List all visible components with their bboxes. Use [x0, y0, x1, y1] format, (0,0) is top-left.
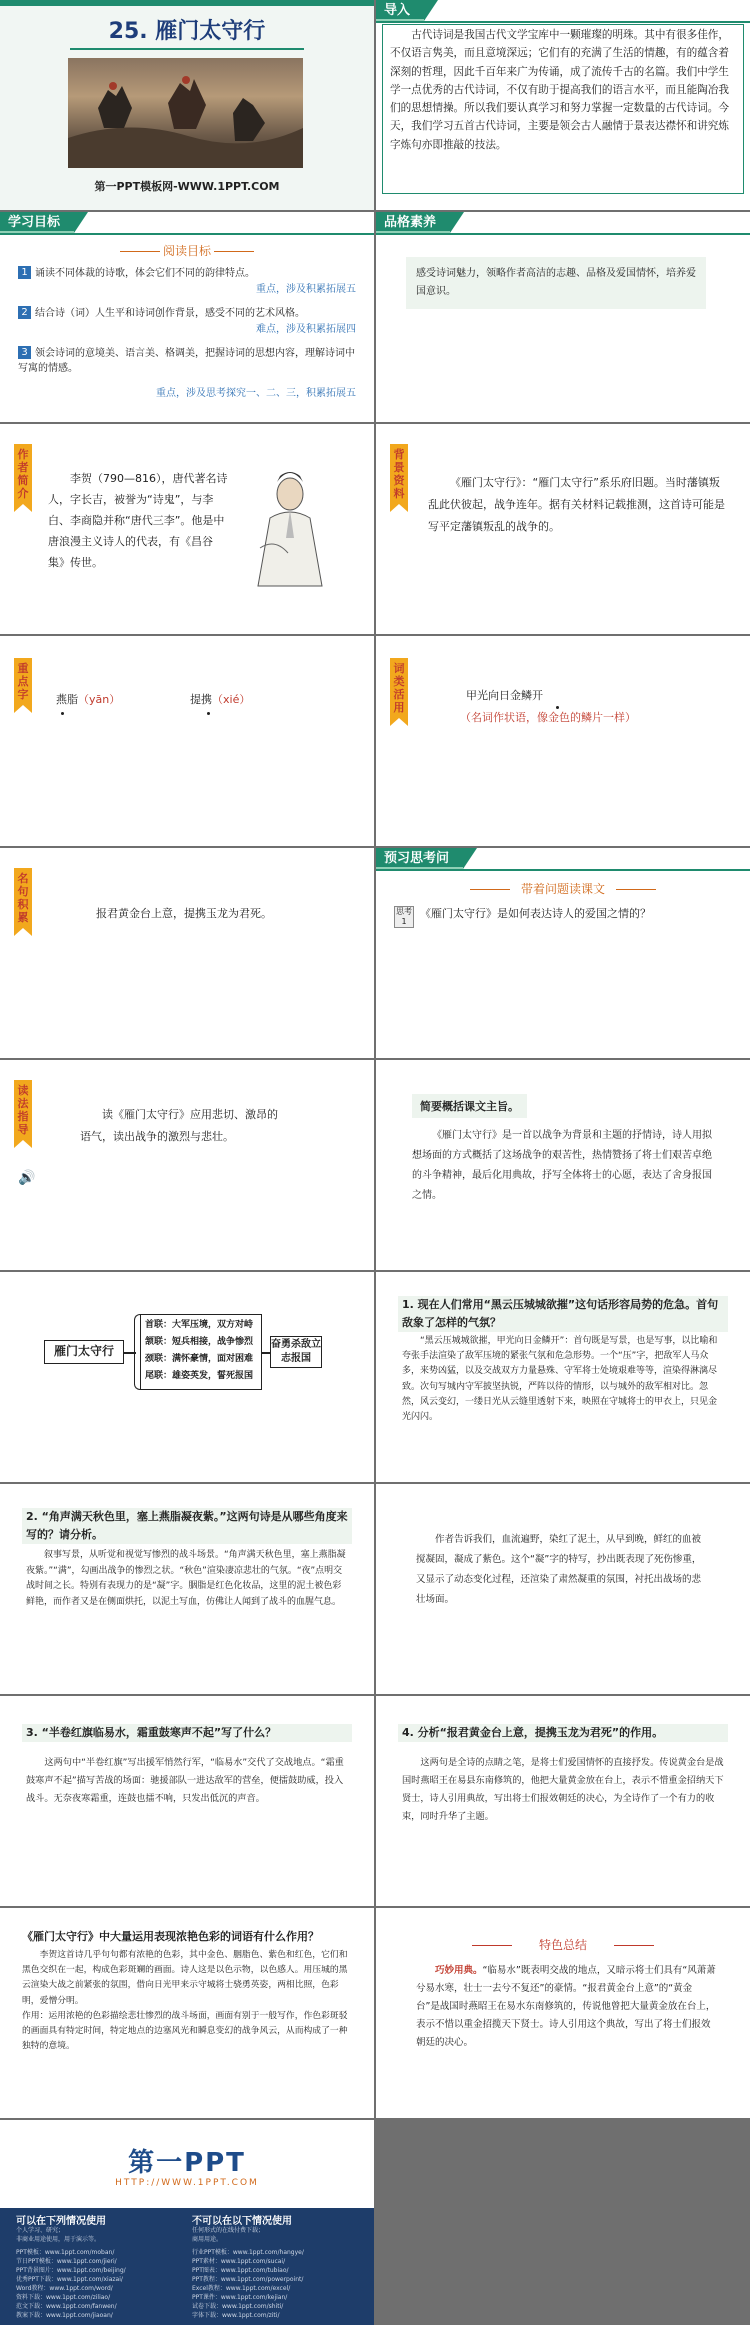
end-cannot-title: 不可以在以下情况使用: [192, 2216, 292, 2227]
slide-q2[interactable]: [0, 1484, 374, 1694]
slide-author[interactable]: [0, 424, 374, 634]
preview-question: 《雁门太守行》是如何表达诗人的爱国之情的？: [420, 907, 651, 920]
slide-reading[interactable]: [0, 1060, 374, 1270]
slide-keychars[interactable]: [0, 636, 374, 846]
keychar-2: 提携（xié）: [190, 693, 251, 706]
character-header: 品格素养: [376, 212, 450, 233]
author-text: 李贺（790—816），唐代著名诗人，字长吉，被誉为“诗鬼”，与李白、李商隐并称“唐代三李”。他是中唐浪漫主义诗人的代表，有《昌谷集》传世。: [48, 472, 228, 569]
preview-subtitle: 带着问题读课文: [520, 882, 605, 896]
mindmap-root: 雁门太守行: [44, 1340, 124, 1364]
slide-wordusage[interactable]: [376, 636, 750, 846]
reading-tag: 读法指导: [14, 1080, 32, 1148]
slide-intro[interactable]: [376, 0, 750, 210]
background-tag: 背景资料: [390, 444, 408, 512]
q4-text: 这两句是全诗的点睛之笔，是将士们爱国情怀的直接抒发。传说黄金台是战国时燕昭王在易县东南修筑的，他把大量黄金放在台上，表示不惜重金招纳天下贤士，诗人引用典故，写出将士们报效朝廷的决心，为全诗作了一个有力的收束，同时升华了主题。: [402, 1757, 724, 1822]
q2-answer-text: 作者告诉我们，血流遍野，染红了泥土，从早到晚，鲜红的血被搅凝固，凝成了紫色。这个“凝”字的特写，抄出既表现了死伤惨重，又显示了动态变化过程，还渲染了肃然凝重的氛围，衬托出战场的悲壮场面。: [416, 1534, 702, 1605]
goal-item-1: 1 诵读不同体裁的诗歌，体会它们不同的韵律特点。: [18, 266, 356, 281]
end-url: HTTP://WWW.1PPT.COM: [115, 2178, 259, 2188]
intro-header: 导入: [376, 0, 424, 21]
q2-text: 叙事写景，从听觉和视觉写惨烈的战斗场景。“角声满天秋色里，塞上燕脂凝夜紫。”“满”，勾画出战争的惨烈之状。“秋色”渲染凄凉悲壮的气氛。“夜”点明交战时间之长。特别有表现力的是“凝”字。胭脂是红色化妆品，这里的泥土被色彩鲜艳，而作者又是在侧面烘托，以泥土写血，仿佛让人闻到了战斗的血腥气息。: [26, 1550, 346, 1607]
character-text: 感受诗词魅力，领略作者高洁的志趣、品格及爱国情怀，培养爱国意识。: [406, 257, 706, 309]
features-text: 巧妙用典。“临易水”既表明交战的地点，又暗示将士们具有“风萧萧兮易水寒，壮士一去兮不复还”的豪情。“报君黄金台上意”的“黄金台”是战国时燕昭王在易水东南修筑的，传说他曾把大量黄金放在台上，表示不惜以重金招揽天下贤士。诗人引用这个典故，写出了将士们报效朝廷的决心。: [416, 1965, 716, 2048]
summary-text: 《雁门太守行》是一首以战争为背景和主题的抒情诗，诗人用拟想场面的方式概括了这场战争的艰苦性，热情赞扬了将士们艰苦卓绝的斗争精神，最后化用典故，抒写全体将士的心愿，表达了舍身报国之情。: [412, 1130, 712, 1201]
keychar-1: 燕脂（yān）: [56, 693, 121, 706]
preview-qlabel: 思考1: [396, 907, 412, 926]
slide-character[interactable]: [376, 212, 750, 422]
slide-cover[interactable]: [0, 0, 374, 210]
slide-background[interactable]: [376, 424, 750, 634]
mindmap-right: 奋勇杀敌立志报国: [270, 1336, 322, 1368]
slide-q4[interactable]: [376, 1696, 750, 1906]
slide-q3[interactable]: [0, 1696, 374, 1906]
reading-text: 读《雁门太守行》应用悲切、激昂的语气，读出战争的激烈与悲壮。: [80, 1108, 278, 1143]
q2-title: 2. “角声满天秋色里，塞上燕脂凝夜紫。”这两句诗是从哪些角度来写的？请分析。: [22, 1508, 352, 1544]
slide-summary[interactable]: [376, 1060, 750, 1270]
slide-goals[interactable]: [0, 212, 374, 422]
q1-text: “黑云压城城欲摧，甲光向日金鳞开”：首句既是写景，也是写事，以比喻和夸张手法渲染了敌军压境的紧张气氛和危急形势。一个“压”字，把敌军人马众多，来势凶猛，以及交战双方力量悬殊、守军将士处境艰难等等，渲染得淋漓尽致。次句写城内守军披坚执锐，严阵以待的情形，以与城外的敌军相对比。忽然，风云变幻，一缕日光从云缝里透射下来，映照在守城将士的甲衣上，只见金光闪闪。: [402, 1336, 718, 1423]
goal-note-3: 重点，涉及思考探究一、二、三，积累拓展五: [156, 388, 356, 399]
background-text: 《雁门太守行》：“雁门太守行”系乐府旧题。当时藩镇叛乱此伏彼起，战争连年。据有关材料记载推测，这首诗可能是写平定藩镇叛乱的战争的。: [428, 476, 725, 533]
slide-features[interactable]: [376, 1908, 750, 2118]
goals-subtitle: 阅读目标: [162, 244, 211, 258]
summary-title: 简要概括课文主旨。: [412, 1094, 527, 1118]
goals-header: 学习目标: [0, 212, 74, 233]
color-text: 李贺这首诗几乎句句都有浓艳的色彩，其中金色、胭脂色、紫色和红色，它们和黑色交织在一起，构成色彩斑斓的画面。诗人这是以色示物，以色感人。用压城的黑云渲染大战之前紧张的氛围，借向日光甲来示守城将士骁勇英姿，两相比照，色彩明，爱憎分明。 作用：运用浓艳的色彩描绘悲壮惨烈的战斗场面，画面有别于一般写作，作色彩斑驳的画面具有特定时间，特定地点的边塞风光和瞬息变幻的战争风云，从而构成了一种独特的意境。: [22, 1950, 348, 2052]
q1-title: 1. 现在人们常用“黑云压城城欲摧”这句话形容局势的危急。首句敌象了怎样的气氛？: [398, 1296, 728, 1332]
slide-q2-answer[interactable]: [376, 1484, 750, 1694]
slide-famous[interactable]: [0, 848, 374, 1058]
slide-mindmap[interactable]: [0, 1272, 374, 1482]
slide-color[interactable]: [0, 1908, 374, 2118]
famous-text: 报君黄金台上意，提携玉龙为君死。: [96, 907, 272, 920]
author-portrait: [240, 458, 340, 588]
wordusage-line2: （名词作状语，像金色的鳞片一样）: [460, 711, 636, 724]
goal-item-2: 2 结合诗（词）人生平和诗词创作背景，感受不同的艺术风格。: [18, 306, 356, 321]
q3-text: 这两句中“半卷红旗”写出援军悄然行军，“临易水”交代了交战地点。“霜重鼓寒声不起”描写苦战的场面：驰援部队一进达敌军的营垒，便擂鼓助威，投入战斗。无奈夜寒霜重，连鼓也擂不响，只发出低沉的声音。: [26, 1757, 344, 1804]
end-cannot-items: 任何形式的在线付费下载； 商用用途。: [192, 2227, 265, 2243]
famous-tag: 名句积累: [14, 868, 32, 936]
q3-title: 3. “半卷红旗临易水，霜重鼓寒声不起”写了什么？: [22, 1724, 352, 1742]
end-links-1[interactable]: PPT模板：www.1ppt.com/moban/ 节日PPT模板：www.1ppt.com/jieri/ PPT背景图片：www.1ppt.com/beijing/ 优秀PPT下载：www.1ppt.com/xiazai/ Word教程：www.1ppt.com/word/ 资料下载：www.1ppt.com/ziliao/ 范文下载：www.1ppt.com/fanwen/ 教案下载：www.1ppt.com/jiaoan/: [16, 2249, 126, 2319]
goal-item-3: 3 领会诗词的意境美、语言美、格调美，把握诗词的思想内容，理解诗词中写寓的情感。: [18, 347, 355, 374]
speaker-icon[interactable]: 🔊: [18, 1170, 36, 1186]
keychars-tag: 重点字: [14, 658, 32, 713]
preview-header: 预习思考问: [376, 848, 463, 869]
end-can-items: 个人学习、研究； 非商业用途使用，用于演示等。: [16, 2227, 101, 2243]
end-logo: 第一PPT: [128, 2148, 246, 2178]
goal-note-2: 难点，涉及积累拓展四: [256, 324, 356, 335]
slide-preview[interactable]: [376, 848, 750, 1058]
cover-painting: [68, 58, 303, 168]
q4-title: 4. 分析“报君黄金台上意，提携玉龙为君死”的作用。: [398, 1724, 728, 1742]
slide-end[interactable]: [0, 2120, 374, 2325]
cover-title: 25. 雁门太守行: [108, 19, 266, 44]
slide-q1[interactable]: [376, 1272, 750, 1482]
end-links-2[interactable]: 行业PPT模板：www.1ppt.com/hangye/ PPT素材：www.1ppt.com/sucai/ PPT图表：www.1ppt.com/tubiao/ PPT教程：www.1ppt.com/powerpoint/ Excel教程：www.1ppt.com/excel/ PPT课件：www.1ppt.com/kejian/ 试卷下载：www.1ppt.com/shiti/ 字体下载：www.1ppt.com/ziti/: [192, 2249, 304, 2319]
cover-caption: 第一PPT模板网-WWW.1PPT.COM: [94, 180, 280, 193]
features-title: 特色总结: [538, 1938, 587, 1952]
author-tag: 作者简介: [14, 444, 32, 512]
intro-text: 古代诗词是我国古代文学宝库中一颗璀璨的明珠。其中有很多佳作，不仅语言隽美，而且意境深远；它们有的充满了生活的情趣，有的蕴含着深刻的哲理，因此千百年来广为传诵，成了流传千古的名篇。我们中学生学一点优秀的古代诗词，不仅有助于提高我们的语言水平，而且能陶冶我们的思想情操。所以我们要认真学习和努力掌握一定数量的古代诗词。今天，我们学习五首古代诗词，主要是领会古人融情于景表达襟怀和讲究炼字炼句亦即推敲的技法。: [390, 29, 729, 151]
wordusage-line1: 甲光向日金鳞开: [466, 689, 543, 702]
color-title: 《雁门太守行》中大量运用表现浓艳色彩的词语有什么作用？: [22, 1930, 319, 1943]
end-can-title: 可以在下列情况使用: [16, 2216, 106, 2227]
mindmap-lines: 首联：大军压境，双方对峙 颔联：短兵相接，战争惨烈 颈联：满怀豪情，面对困难 尾联：雄姿英发，誓死报国: [140, 1314, 262, 1390]
wordusage-tag: 词类活用: [390, 658, 408, 726]
goal-note-1: 重点，涉及积累拓展五: [256, 284, 356, 295]
